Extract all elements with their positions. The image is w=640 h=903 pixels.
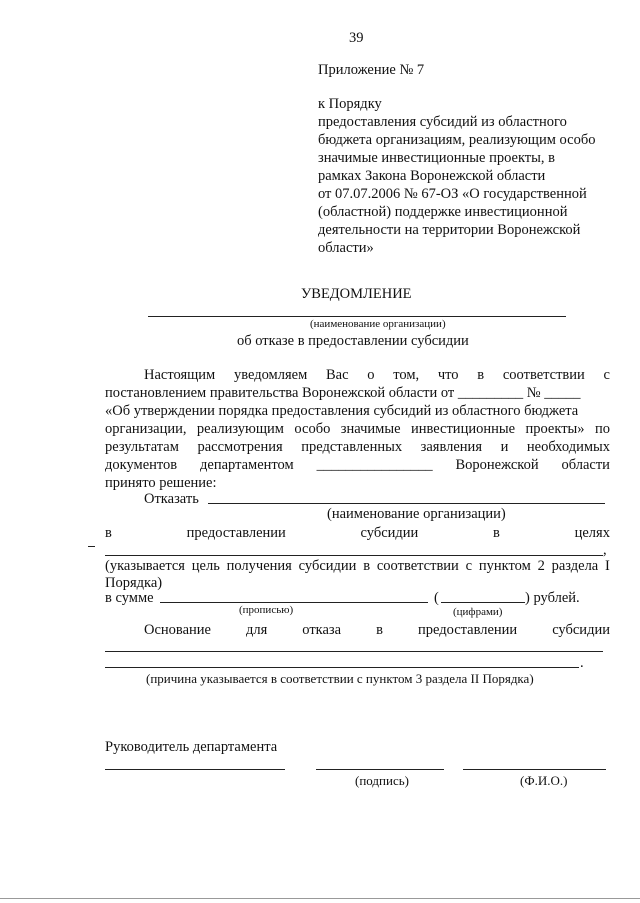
word: особо bbox=[294, 421, 331, 437]
appendix-line: бюджета организациям, реализующим особо bbox=[318, 132, 596, 148]
word: необходимых bbox=[526, 439, 610, 455]
purpose-line bbox=[105, 524, 610, 542]
word: пунктом bbox=[478, 558, 531, 574]
body-line-7: принято решение: bbox=[105, 475, 217, 491]
appendix-title: Приложение № 7 bbox=[318, 62, 425, 78]
word: предоставлении bbox=[186, 525, 286, 541]
word: рассмотрения bbox=[197, 439, 283, 455]
word: цель bbox=[191, 558, 220, 574]
word: департаментом bbox=[200, 457, 294, 473]
appendix-line: (областной) поддержке инвестиционной bbox=[318, 204, 568, 220]
refuse-org-line bbox=[208, 503, 605, 504]
word: соответствии bbox=[376, 558, 459, 574]
word: Вас bbox=[325, 367, 349, 383]
word: 2 bbox=[537, 558, 545, 574]
word: инвестиционные bbox=[410, 421, 516, 437]
basis-caption: (причина указывается в соответствии с пунктом 3 раздела II Порядка) bbox=[146, 671, 534, 686]
appendix-line: значимые инвестиционные проекты, в bbox=[318, 150, 555, 166]
word: отказа bbox=[302, 622, 342, 638]
word: субсидии bbox=[298, 558, 357, 574]
word: что bbox=[437, 367, 459, 383]
word: том, bbox=[393, 367, 420, 383]
word: предоставлении bbox=[417, 622, 518, 638]
margin-mark bbox=[88, 546, 95, 547]
amount-rubles: ) рублей. bbox=[525, 590, 580, 606]
word: реализующим bbox=[196, 421, 284, 437]
page-number: 39 bbox=[349, 30, 364, 46]
org-name-line bbox=[148, 316, 566, 317]
body-line-1 bbox=[144, 366, 610, 384]
word: целях bbox=[574, 525, 610, 541]
word: раздела bbox=[551, 558, 599, 574]
amount-words-caption: (прописью) bbox=[239, 604, 294, 616]
body-line-4 bbox=[105, 420, 610, 438]
appendix-line: рамках Закона Воронежской области bbox=[318, 168, 546, 184]
word: заявления bbox=[420, 439, 482, 455]
word: о bbox=[367, 367, 375, 383]
purpose-note-line bbox=[105, 557, 610, 575]
word: Настоящим bbox=[144, 367, 216, 383]
word: по bbox=[594, 421, 610, 437]
signature-sign-line bbox=[316, 769, 444, 770]
word: для bbox=[245, 622, 268, 638]
document-heading: УВЕДОМЛЕНИЕ bbox=[301, 286, 412, 302]
word: в bbox=[493, 525, 500, 541]
word: и bbox=[500, 439, 509, 455]
amount-words-line bbox=[160, 602, 428, 603]
amount-digits-caption: (цифрами) bbox=[453, 606, 503, 618]
word: в bbox=[363, 558, 371, 574]
page-bottom-edge bbox=[0, 898, 640, 899]
purpose-comma: , bbox=[603, 542, 607, 558]
word: в bbox=[376, 622, 383, 638]
word: в bbox=[477, 367, 485, 383]
refuse-org-caption: (наименование организации) bbox=[327, 506, 506, 522]
document-subheading: об отказе в предоставлении субсидии bbox=[237, 333, 469, 349]
body-line-6 bbox=[105, 456, 610, 474]
basis-period: . bbox=[580, 655, 584, 671]
signature-title: Руководитель департамента bbox=[105, 739, 278, 755]
basis-fill-line-1 bbox=[105, 651, 603, 652]
org-name-caption: (наименование организации) bbox=[310, 318, 446, 330]
body-line-2: постановлением правительства Воронежской области от _________ № _____ bbox=[105, 385, 581, 401]
body-line-5 bbox=[105, 438, 610, 456]
word: получения bbox=[226, 558, 292, 574]
word: ________________ bbox=[316, 457, 433, 473]
word: проекты» bbox=[525, 421, 585, 437]
appendix-line: к Порядку bbox=[318, 96, 382, 112]
word: I bbox=[605, 558, 610, 574]
word: документов bbox=[105, 457, 178, 473]
purpose-note-line-2: Порядка) bbox=[105, 575, 163, 591]
word: организации, bbox=[105, 421, 187, 437]
word: с bbox=[603, 367, 610, 383]
amount-label: в сумме bbox=[105, 590, 154, 606]
signature-position-line bbox=[105, 769, 285, 770]
refuse-label: Отказать bbox=[144, 491, 199, 507]
word: субсидии bbox=[552, 622, 610, 638]
word: в bbox=[105, 525, 112, 541]
appendix-line: от 07.07.2006 № 67-ОЗ «О государственной bbox=[318, 186, 587, 202]
word: Основание bbox=[144, 622, 211, 638]
word: представленных bbox=[301, 439, 403, 455]
purpose-fill-line bbox=[105, 555, 603, 556]
word: (указывается bbox=[105, 558, 185, 574]
body-line-3: «Об утверждении порядка предоставления субсидий из областного бюджета bbox=[105, 403, 579, 419]
word: субсидии bbox=[360, 525, 419, 541]
signature-name-caption: (Ф.И.О.) bbox=[520, 773, 568, 788]
appendix-line: области» bbox=[318, 240, 374, 256]
signature-sign-caption: (подпись) bbox=[355, 773, 409, 788]
amount-open-paren: ( bbox=[434, 590, 439, 606]
word: соответствии bbox=[502, 367, 585, 383]
word: Воронежской bbox=[455, 457, 539, 473]
amount-digits-line bbox=[441, 602, 525, 603]
word: результатам bbox=[105, 439, 179, 455]
basis-line bbox=[144, 621, 610, 639]
basis-fill-line-2 bbox=[105, 667, 579, 668]
appendix-line: предоставления субсидий из областного bbox=[318, 114, 567, 130]
word: с bbox=[465, 558, 473, 574]
word: значимые bbox=[340, 421, 401, 437]
appendix-text bbox=[318, 95, 595, 257]
word: области bbox=[561, 457, 610, 473]
word: уведомляем bbox=[233, 367, 308, 383]
appendix-line: деятельности на территории Воронежской bbox=[318, 222, 581, 238]
signature-name-line bbox=[463, 769, 606, 770]
